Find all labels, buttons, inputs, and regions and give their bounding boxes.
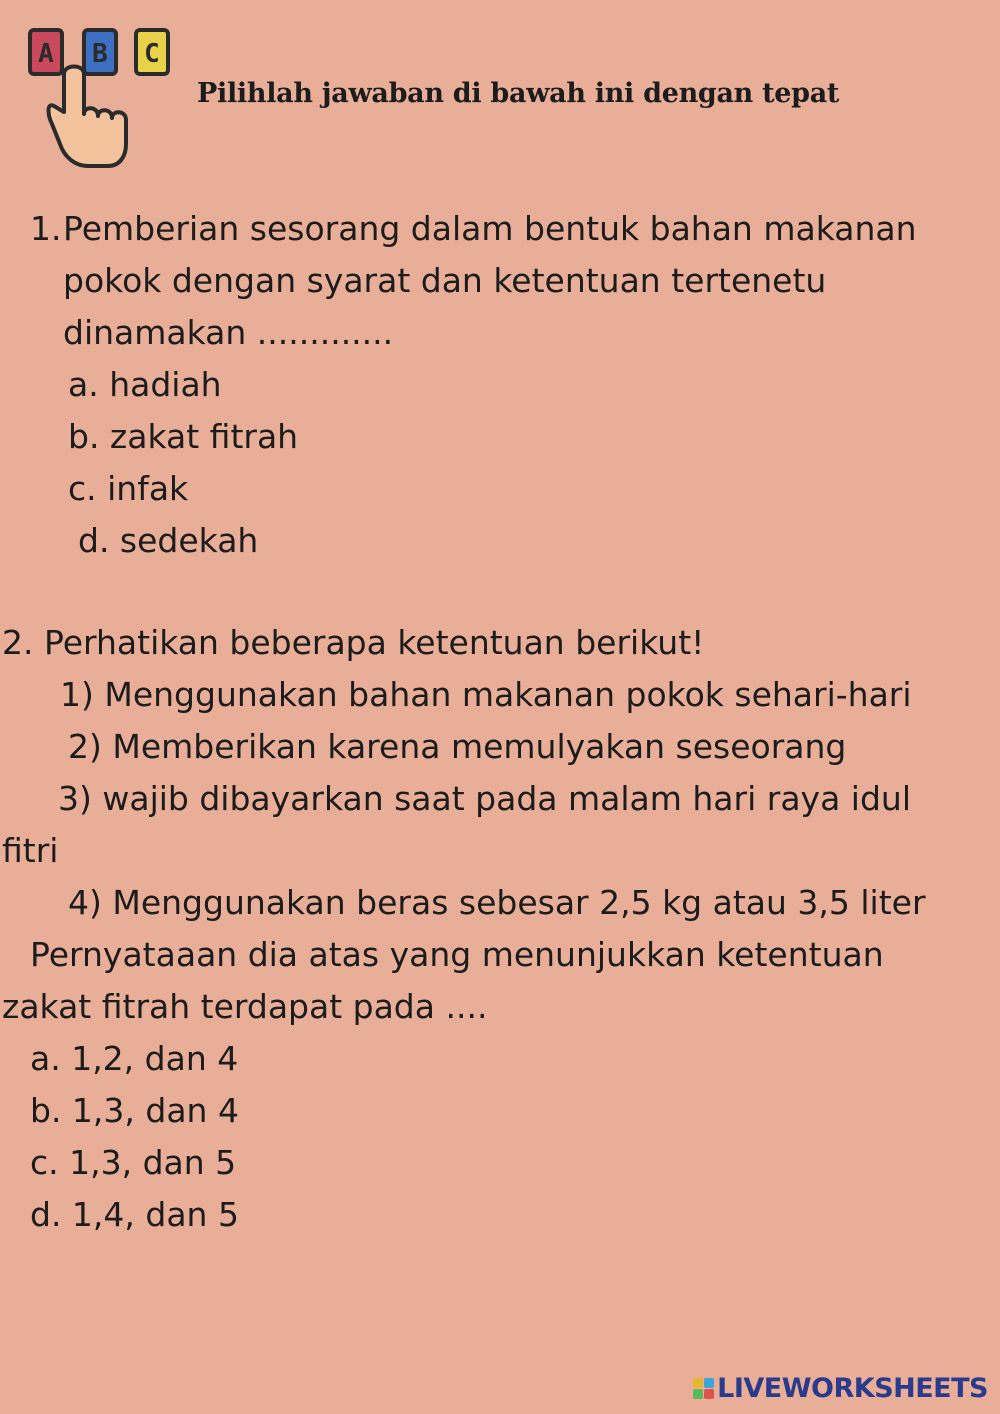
q1-option-a[interactable]: a. hadiah — [68, 365, 222, 404]
liveworksheets-logo[interactable] — [693, 1373, 988, 1404]
q2-option-a[interactable]: a. 1,2, dan 4 — [30, 1039, 239, 1078]
key-b-letter: B — [92, 39, 108, 69]
q1-text-line: pokok dengan syarat dan ketentuan tertenetu — [63, 261, 827, 300]
q2-statement-3-cont: fitri — [2, 831, 59, 870]
q2-intro: 2. Perhatikan beberapa ketentuan berikut! — [2, 623, 705, 662]
abc-pointing-hand-icon — [26, 26, 176, 176]
q1-text-line: Pemberian sesorang dalam bentuk bahan makanan — [63, 209, 917, 248]
q2-option-b[interactable]: b. 1,3, dan 4 — [30, 1091, 239, 1130]
q2-option-d[interactable]: d. 1,4, dan 5 — [30, 1195, 239, 1234]
q2-option-c[interactable]: c. 1,3, dan 5 — [30, 1143, 237, 1182]
q2-question-line: Pernyataaan dia atas yang menunjukkan ketentuan — [30, 935, 884, 974]
q2-statement-2: 2) Memberikan karena memulyakan seseorang — [68, 727, 847, 766]
q1-option-b[interactable]: b. zakat fitrah — [68, 417, 299, 456]
key-a-letter: A — [38, 39, 54, 69]
q1-option-d[interactable]: d. sedekah — [78, 521, 259, 560]
q1-option-c[interactable]: c. infak — [68, 469, 189, 508]
page-instruction: Pilihlah jawaban di bawah ini dengan tepat — [197, 78, 840, 109]
q2-statement-3: 3) wajib dibayarkan saat pada malam hari raya idul — [58, 779, 911, 818]
q1-text-line: dinamakan ............. — [63, 313, 394, 352]
liveworksheets-logo-icon — [693, 1378, 714, 1399]
q1-number: 1. — [30, 209, 62, 248]
q2-question-line: zakat fitrah terdapat pada .... — [2, 987, 488, 1026]
logo-text: LIVEWORKSHEETS — [717, 1373, 988, 1404]
q2-statement-1: 1) Menggunakan bahan makanan pokok sehari-hari — [60, 675, 912, 714]
key-c-letter: C — [144, 39, 160, 69]
q2-statement-4: 4) Menggunakan beras sebesar 2,5 kg atau 3,5 liter — [68, 883, 926, 922]
